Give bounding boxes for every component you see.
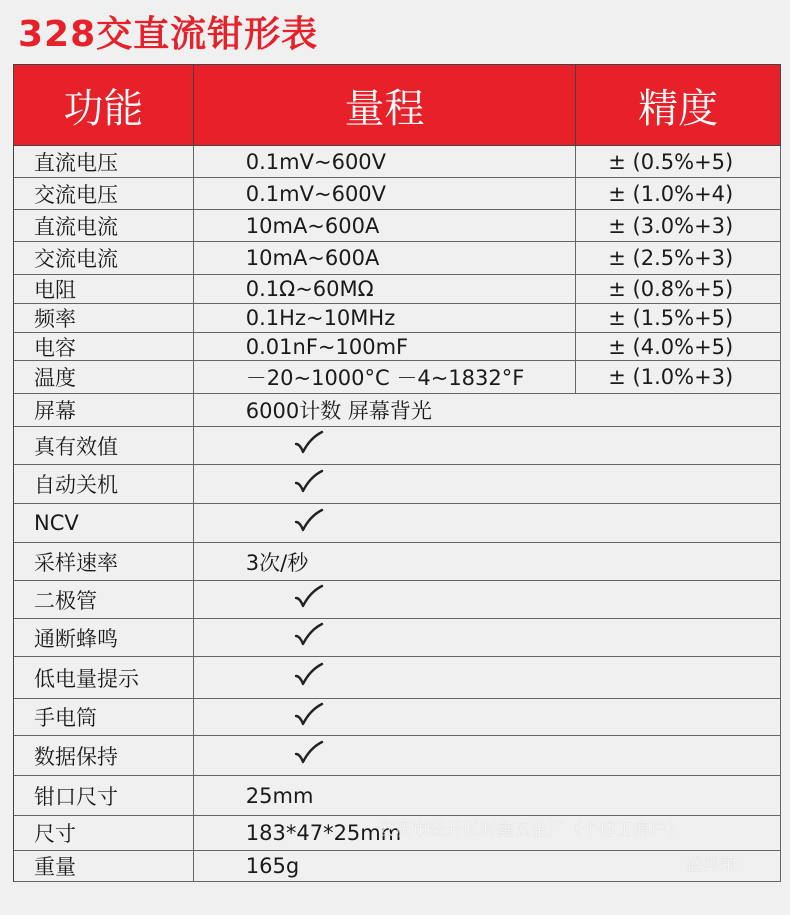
table-row [14,178,781,210]
header-range: 量程 [194,65,577,145]
table-row [14,242,781,275]
table-row [14,146,781,178]
range-cell: 0.1mV~600V [194,178,577,209]
function-cell: 电容 [14,333,194,360]
range-cell: 0.1mV~600V [194,146,577,177]
table-row [14,275,781,304]
watermark-name: 盛邦荣 [686,855,737,875]
function-cell: 数据保持 [14,736,194,775]
check-icon [294,430,324,461]
range-cell: 10mA~600A [194,210,577,241]
table-row [14,776,781,816]
accuracy-cell: ± (1.0%+4) [576,178,781,209]
function-cell: 直流电压 [14,146,194,177]
accuracy-cell: ± (0.8%+5) [576,275,781,303]
table-row [14,736,781,776]
function-cell: 尺寸 [14,816,194,850]
range-cell: －20~1000°C －4~1832°F [194,361,577,393]
check-icon [294,702,324,733]
supported-cell [194,465,781,503]
function-cell: 自动关机 [14,465,194,503]
range-cell: 10mA~600A [194,242,577,274]
function-cell: 真有效值 [14,427,194,464]
range-cell: 0.1Hz~10MHz [194,304,577,332]
function-cell: 交流电流 [14,242,194,274]
supported-cell [194,581,781,618]
table-header [14,65,781,146]
function-cell: 重量 [14,851,194,881]
table-row [14,581,781,619]
table-row [14,465,781,504]
function-cell: 手电筒 [14,699,194,735]
function-cell: 直流电流 [14,210,194,241]
table-row [14,657,781,699]
range-cell: 0.1Ω~60MΩ [194,275,577,303]
supported-cell [194,427,781,464]
function-cell: 电阻 [14,275,194,303]
supported-cell [194,736,781,775]
spec-table [13,64,781,882]
check-icon [294,622,324,653]
accuracy-cell: ± (2.5%+3) [576,242,781,274]
supported-cell [194,619,781,656]
accuracy-cell: ± (0.5%+5) [576,146,781,177]
header-accuracy: 精度 [576,65,781,145]
watermark-company: 安庆市经开区时鑫五金厂（个体工商户） [378,820,684,840]
check-icon [294,662,324,693]
check-icon [294,508,324,539]
table-row [14,361,781,394]
table-row [14,504,781,543]
function-cell: 交流电压 [14,178,194,209]
header-function: 功能 [14,65,194,145]
table-row [14,543,781,581]
table-row [14,394,781,427]
function-cell: 频率 [14,304,194,332]
accuracy-cell: ± (4.0%+5) [576,333,781,360]
supported-cell [194,504,781,542]
table-row [14,851,781,882]
check-icon [294,584,324,615]
function-cell: 通断蜂鸣 [14,619,194,656]
range-cell: 0.01nF~100mF [194,333,577,360]
function-cell: 温度 [14,361,194,393]
value-cell: 25mm [194,776,781,815]
table-row [14,210,781,242]
check-icon [294,469,324,500]
table-row [14,427,781,465]
function-cell: 采样速率 [14,543,194,580]
function-cell: NCV [14,504,194,542]
accuracy-cell: ± (1.0%+3) [576,361,781,393]
page-title: 328交直流钳形表 [18,14,319,55]
table-row [14,333,781,361]
check-icon [294,740,324,771]
function-cell: 二极管 [14,581,194,618]
function-cell: 屏幕 [14,394,194,426]
function-cell: 低电量提示 [14,657,194,698]
table-row [14,619,781,657]
accuracy-cell: ± (3.0%+3) [576,210,781,241]
function-cell: 钳口尺寸 [14,776,194,815]
table-row [14,304,781,333]
accuracy-cell: ± (1.5%+5) [576,304,781,332]
value-cell: 165g [194,851,781,881]
value-cell: 3次/秒 [194,543,781,580]
value-cell: 6000计数 屏幕背光 [194,394,781,426]
table-row [14,699,781,736]
supported-cell [194,657,781,698]
supported-cell [194,699,781,735]
value-cell: 183*47*25mm [194,816,781,850]
